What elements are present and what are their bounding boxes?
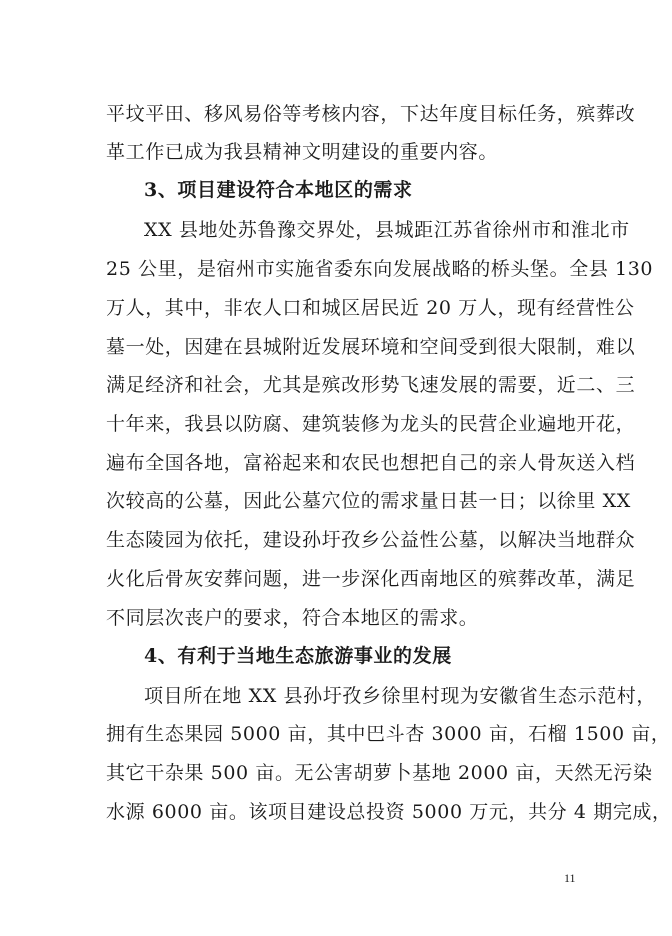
body-text-line: 平坟平田、移风易俗等考核内容，下达年度目标任务，殡葬改 <box>106 103 636 125</box>
body-text-line: 墓一处，因建在县城附近发展环境和空间受到很大限制，难以 <box>106 336 636 358</box>
body-text-line: 项目所在地 XX 县孙圩孜乡徐里村现为安徽省生态示范村， <box>144 685 656 707</box>
body-text-line: 万人，其中，非农人口和城区居民近 20 万人，现有经营性公 <box>106 297 635 319</box>
body-text-line: 不同层次丧户的要求，符合本地区的需求。 <box>106 607 479 629</box>
body-text-line: 次较高的公墓，因此公墓穴位的需求量日甚一日；以徐里 XX <box>106 490 631 512</box>
body-text-line: XX 县地处苏鲁豫交界处，县城距江苏省徐州市和淮北市 <box>144 219 630 241</box>
body-text-line: 水源 6000 亩。该项目建设总投资 5000 万元，共分 4 期完成， <box>106 801 672 823</box>
body-text-line: 生态陵园为依托，建设孙圩孜乡公益性公墓，以解决当地群众 <box>106 529 636 551</box>
section-heading-3: 3、项目建设符合本地区的需求 <box>144 179 413 201</box>
body-text-line: 满足经济和社会，尤其是殡改形势飞速发展的需要，近二、三 <box>106 374 636 396</box>
page-number: 11 <box>564 871 576 885</box>
body-text-line: 拥有生态果园 5000 亩，其中巴斗杏 3000 亩，石榴 1500 亩， <box>106 723 671 745</box>
body-text-line: 其它干杂果 500 亩。无公害胡萝卜基地 2000 亩，天然无污染 <box>106 762 653 784</box>
section-heading-4: 4、有利于当地生态旅游事业的发展 <box>144 645 452 667</box>
body-text-line: 革工作已成为我县精神文明建设的重要内容。 <box>106 141 499 163</box>
body-text-line: 火化后骨灰安葬问题，进一步深化西南地区的殡葬改革，满足 <box>106 568 636 590</box>
body-text-line: 十年来，我县以防腐、建筑装修为龙头的民营企业遍地开花， <box>106 413 636 435</box>
body-text-line: 遍布全国各地，富裕起来和农民也想把自己的亲人骨灰送入档 <box>106 452 636 474</box>
body-text-line: 25 公里，是宿州市实施省委东向发展战略的桥头堡。全县 130 <box>106 258 654 280</box>
